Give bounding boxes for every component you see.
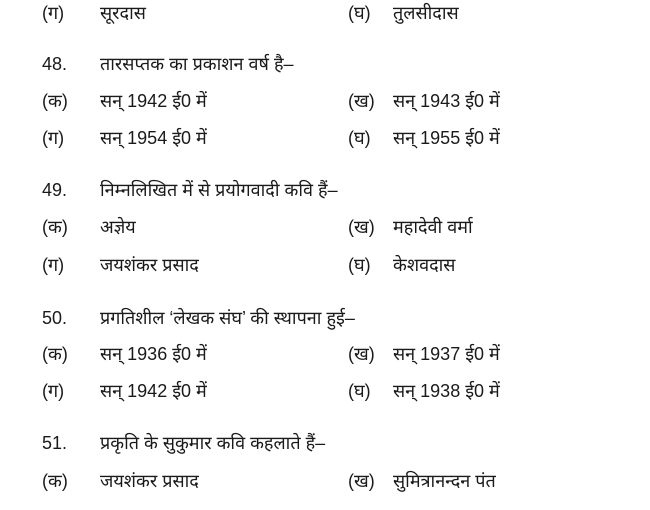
question-number: 49.: [42, 180, 68, 200]
question-number: 51.: [42, 433, 68, 453]
options-line: [0, 469, 650, 493]
option-text: सन् 1942 ई0 में: [100, 91, 207, 111]
question-text: निम्नलिखित में से प्रयोगवादी कवि हैं–: [100, 180, 338, 200]
option-label: (क): [42, 217, 68, 237]
option-label: (ख): [348, 91, 375, 111]
options-line: [0, 1, 650, 25]
options-line: [0, 215, 650, 239]
question-text: प्रकृति के सुकुमार कवि कहलाते हैं–: [100, 433, 326, 453]
question-line: [0, 178, 650, 202]
option-text: जयशंकर प्रसाद: [100, 471, 199, 491]
option-label: (घ): [348, 3, 371, 23]
option-label: (घ): [348, 128, 371, 148]
option-text: केशवदास: [393, 255, 456, 275]
options-line: [0, 253, 650, 277]
option-label: (क): [42, 344, 68, 364]
option-label: (ख): [348, 217, 375, 237]
option-text: सन् 1936 ई0 में: [100, 344, 207, 364]
option-text: सन् 1955 ई0 में: [393, 128, 500, 148]
option-label: (ग): [42, 128, 65, 148]
question-line: [0, 431, 650, 455]
option-text: सन् 1954 ई0 में: [100, 128, 207, 148]
option-label: (ग): [42, 255, 65, 275]
option-label: (ग): [42, 3, 65, 23]
option-text: तुलसीदास: [393, 3, 459, 23]
option-text: सुमित्रानन्दन पंत: [393, 471, 496, 491]
option-label: (ख): [348, 471, 375, 491]
option-text: सूरदास: [100, 3, 146, 23]
question-number: 50.: [42, 308, 68, 328]
question-line: [0, 306, 650, 330]
option-text: अज्ञेय: [100, 217, 136, 237]
option-text: महादेवी वर्मा: [393, 217, 473, 237]
options-line: [0, 342, 650, 366]
option-text: जयशंकर प्रसाद: [100, 255, 199, 275]
option-text: सन् 1937 ई0 में: [393, 344, 500, 364]
question-line: [0, 52, 650, 76]
option-label: (ख): [348, 344, 375, 364]
option-label: (क): [42, 471, 68, 491]
options-line: [0, 126, 650, 150]
option-label: (घ): [348, 381, 371, 401]
question-number: 48.: [42, 54, 68, 74]
option-text: सन् 1942 ई0 में: [100, 381, 207, 401]
options-line: [0, 379, 650, 403]
options-line: [0, 89, 650, 113]
option-label: (घ): [348, 255, 371, 275]
question-text: प्रगतिशील ‘लेखक संघ’ की स्थापना हुई–: [100, 308, 355, 328]
question-text: तारसप्तक का प्रकाशन वर्ष है–: [100, 54, 294, 74]
option-text: सन् 1938 ई0 में: [393, 381, 500, 401]
option-text: सन् 1943 ई0 में: [393, 91, 500, 111]
option-label: (क): [42, 91, 68, 111]
option-label: (ग): [42, 381, 65, 401]
